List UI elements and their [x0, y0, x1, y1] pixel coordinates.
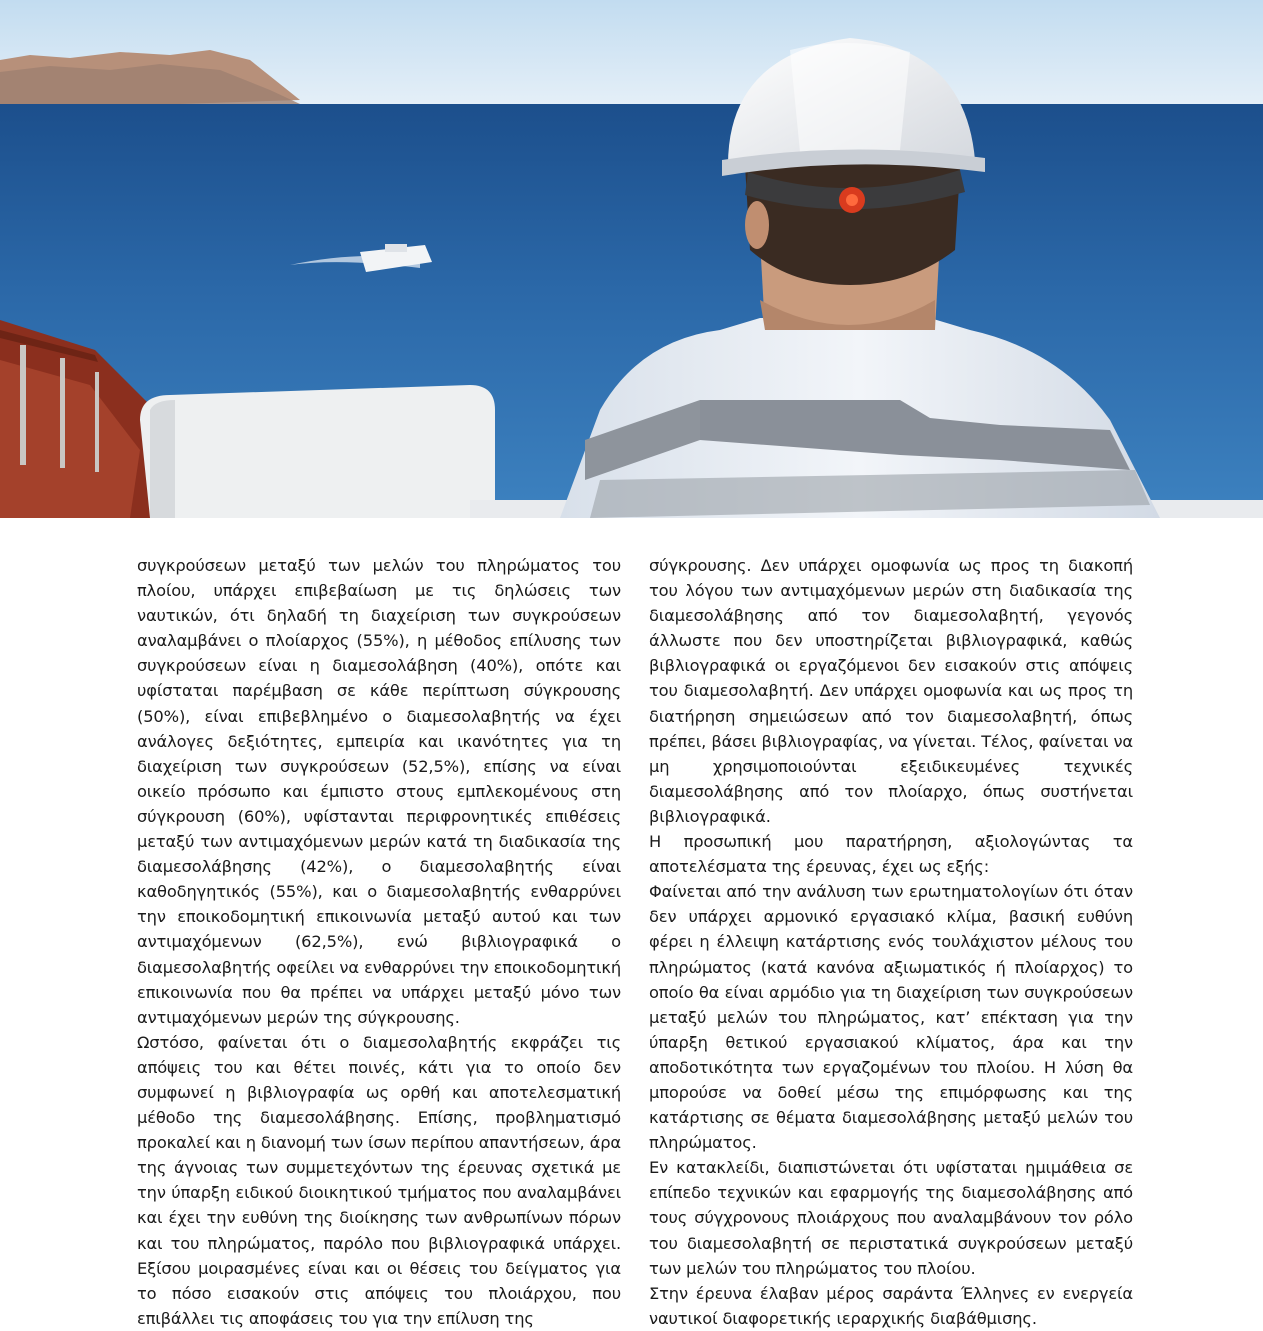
article-paragraph: Η προσωπική μου παρατήρηση, αξιολογώντας τα αποτελέσματα της έρευνας, έχει ως εξής: — [649, 832, 1133, 877]
article-paragraph: Ωστόσο, φαίνεται ότι ο διαμεσολαβητής εκφράζει τις απόψεις του και θέτει ποινές, κάτι για το οποίο δεν συμφωνεί η βιβλιογραφία ως ορθή και αποτελεσματική μέθοδο της διαμεσολάβησης. Επίσης, προβληματισμό προκαλεί και η διανομή των ίσων περίπου απαντήσεων, άρα της άγνοιας των συμμετεχόντων της έρευνας σχετικά με την ύπαρξη ειδικού διοικητικού τμήματος που αναλαμβάνει και έχει την ευθύνη της διοίκησης των ανθρωπίνων πόρων και του πληρώματος, παρόλο που βιβλιογραφικά υπάρχει. Εξίσου μοιρασμένες είναι και οι θέσεις του δείγματος για το πόσο εισακούν στις απόψεις του πλοιάρχου, που επιβάλλει τις αποφάσεις του για την επίλυση της — [137, 1032, 621, 1328]
article-paragraph: Στην έρευνα έλαβαν μέρος σαράντα Έλληνες εν ενεργεία ναυτικοί διαφορετικής ιεραρχικής διαβάθμισης. — [649, 1283, 1133, 1328]
article-paragraph: συγκρούσεων μεταξύ των μελών του πληρώματος του πλοίου, υπάρχει επιβεβαίωση με τις δηλώσεις των ναυτικών, ότι δηλαδή τη διαχείριση των συγκρούσεων αναλαμβάνει ο πλοίαρχος (55%), η μέθοδος επίλυσης των συγκρούσεων είναι η διαμεσολάβηση (40%), οπότε και υφίσταται παρέμβαση σε κάθε περίπτωση σύγκρουσης (50%), είναι επιβεβλημένο ο διαμεσολαβητής να έχει ανάλογες δεξιότητες, εμπειρία και ικανότητες για τη διαχείριση των συγκρούσεων (52,5%), επίσης να είναι οικείο πρόσωπο και έμπιστο στους εμπλεκομένους στη σύγκρουση (60%), υφίστανται περιφρονητικές επιθέσεις μεταξύ των αντιμαχόμενων μερών κατά τη διαδικασία της διαμεσολάβησης (42%), ο διαμεσολαβητής είναι καθοδηγητικός (55%), και ο διαμεσολαβητής ενθαρρύνει την εποικοδομητική επικοινωνία μεταξύ αυτού και των αντιμαχόμενων (62,5%), ενώ βιβλιογραφικά ο διαμεσολαβητής οφείλει να ενθαρρύνει την εποικοδομητική επικοινωνία που θα πρέπει να υπάρχει μεταξύ μόνο των αντιμαχόμενων μερών της σύγκρουσης. — [137, 556, 621, 1027]
article-paragraph: Φαίνεται από την ανάλυση των ερωτηματολογίων ότι όταν δεν υπάρχει αρμονικό εργασιακό κλίμα, βασική ευθύνη φέρει η έλλειψη κατάρτισης ενός τουλάχιστον μέλους του πληρώματος (κατά κανόνα αξιωματικός ή πλοίαρχος) το οποίο θα είναι αρμόδιο για τη διαχείριση των συγκρούσεων μεταξύ μελών του πληρώματος, κατ’ επέκταση για την ύπαρξη θετικού εργασιακού κλίματος, άρα και την αποδοτικότητα των εργαζομένων του πλοίου. Η λύση θα μπορούσε να δοθεί μέσω της επιμόρφωσης και της κατάρτισης σε θέματα διαμεσολάβησης μεταξύ μελών του πληρώματος. — [649, 882, 1133, 1153]
article-paragraph: σύγκρουσης. Δεν υπάρχει ομοφωνία ως προς τη διακοπή του λόγου των αντιμαχόμενων μερών στη διαδικασία της διαμεσολάβησης από τον διαμεσολαβητή, γεγονός άλλωστε που δεν υποστηρίζεται βιβλιογραφικά, καθώς βιβλιογραφικά οι εργαζόμενοι δεν εισακούν στις απόψεις του διαμεσολαβητή. Δεν υπάρχει ομοφωνία και ως προς τη διατήρηση σημειώσεων από τον διαμεσολαβητή, όπως πρέπει, βάσει βιβλιογραφίας, να γίνεται. Τέλος, φαίνεται να μη χρησιμοποιούνται εξειδικευμένες τεχνικές διαμεσολάβησης από τον πλοίαρχο, όπως συστήνεται βιβλιογραφικά. — [649, 556, 1133, 826]
article-paragraph: Εν κατακλείδι, διαπιστώνεται ότι υφίσταται ημιμάθεια σε επίπεδο τεχνικών και εφαρμογής της διαμεσολάβησης από τους σύγχρονους πλοιάρχους που αναλαμβάνουν τον ρόλο του διαμεσολαβητή σε περιστατικά συγκρούσεων μεταξύ των μελών του πληρώματος του πλοίου. — [649, 1158, 1133, 1278]
article-column-left — [137, 553, 621, 1331]
hero-photo — [0, 0, 1263, 518]
article-column-right — [649, 553, 1133, 1331]
